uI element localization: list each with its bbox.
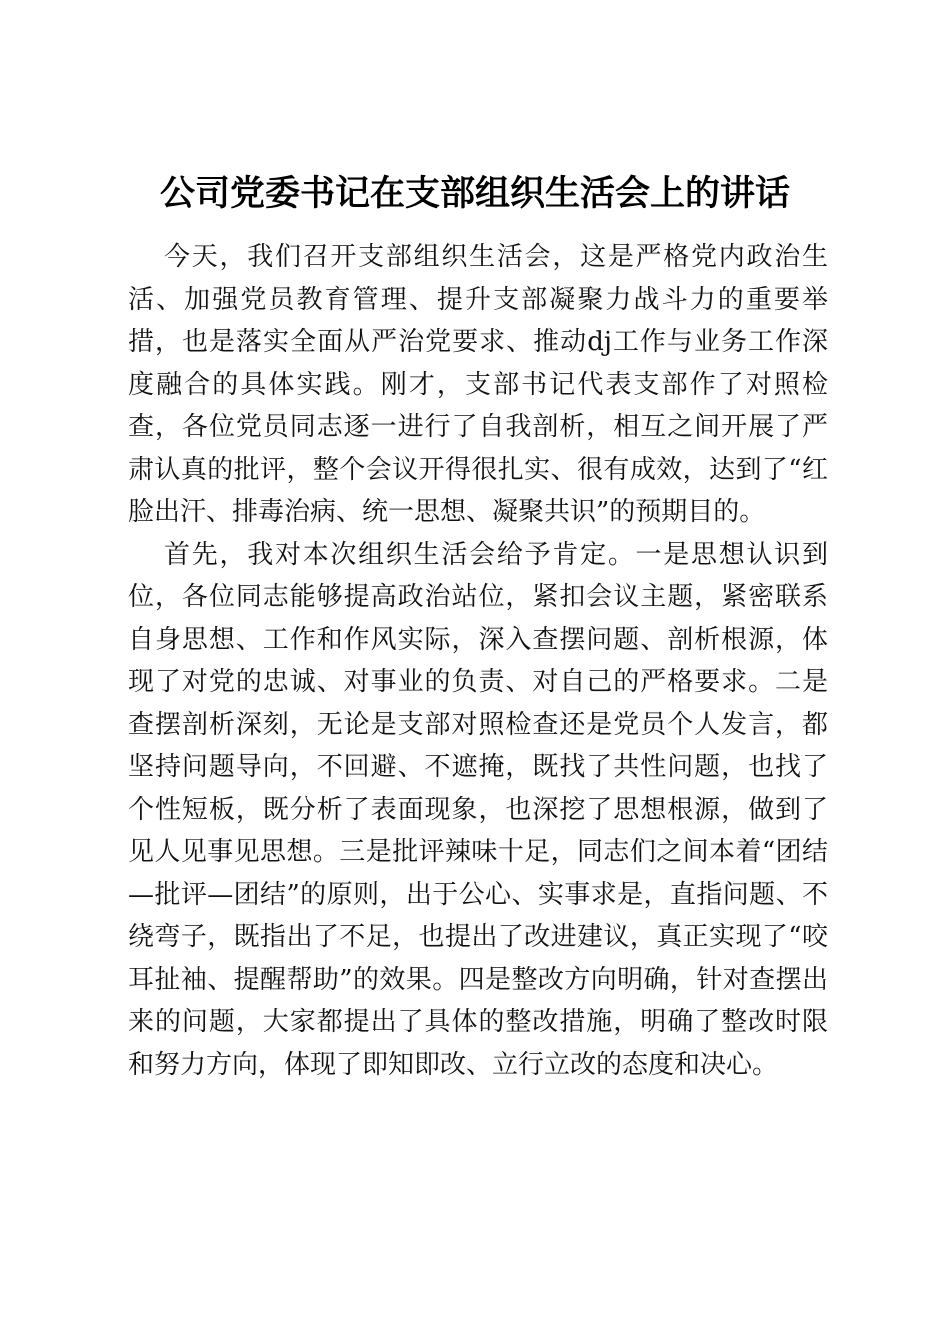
- document-body: [128, 236, 828, 1086]
- paragraph-affirmation: 首先，我对本次组织生活会给予肯定。一是思想认识到位，各位同志能够提高政治站位，紧扣会议主题，紧密联系自身思想、工作和作风实际，深入查摆问题、剖析根源，体现了对党的忠诚、对事业的负责、对自己的严格要求。二是查摆剖析深刻，无论是支部对照检查还是党员个人发言，都坚持问题导向，不回避、不遮掩，既找了共性问题，也找了个性短板，既分析了表面现象，也深挖了思想根源，做到了见人见事见思想。三是批评辣味十足，同志们之间本着“团结—批评—团结”的原则，出于公心、实事求是，直指问题、不绕弯子，既指出了不足，也提出了改进建议，真正实现了“咬耳扯袖、提醒帮助”的效果。四是整改方向明确，针对查摆出来的问题，大家都提出了具体的整改措施，明确了整改时限和努力方向，体现了即知即改、立行立改的态度和决心。: [128, 539, 828, 1080]
- document-title: 公司党委书记在支部组织生活会上的讲话: [159, 173, 790, 214]
- paragraph-opening: 今天，我们召开支部组织生活会，这是严格党内政治生活、加强党员教育管理、提升支部凝聚力战斗力的重要举措，也是落实全面从严治党要求、推动dj工作与业务工作深度融合的具体实践。刚才，支部书记代表支部作了对照检查，各位党员同志逐一进行了自我剖析，相互之间开展了严肃认真的批评，整个会议开得很扎实、很有成效，达到了“红脸出汗、排毒治病、统一思想、凝聚共识”的预期目的。: [128, 242, 828, 527]
